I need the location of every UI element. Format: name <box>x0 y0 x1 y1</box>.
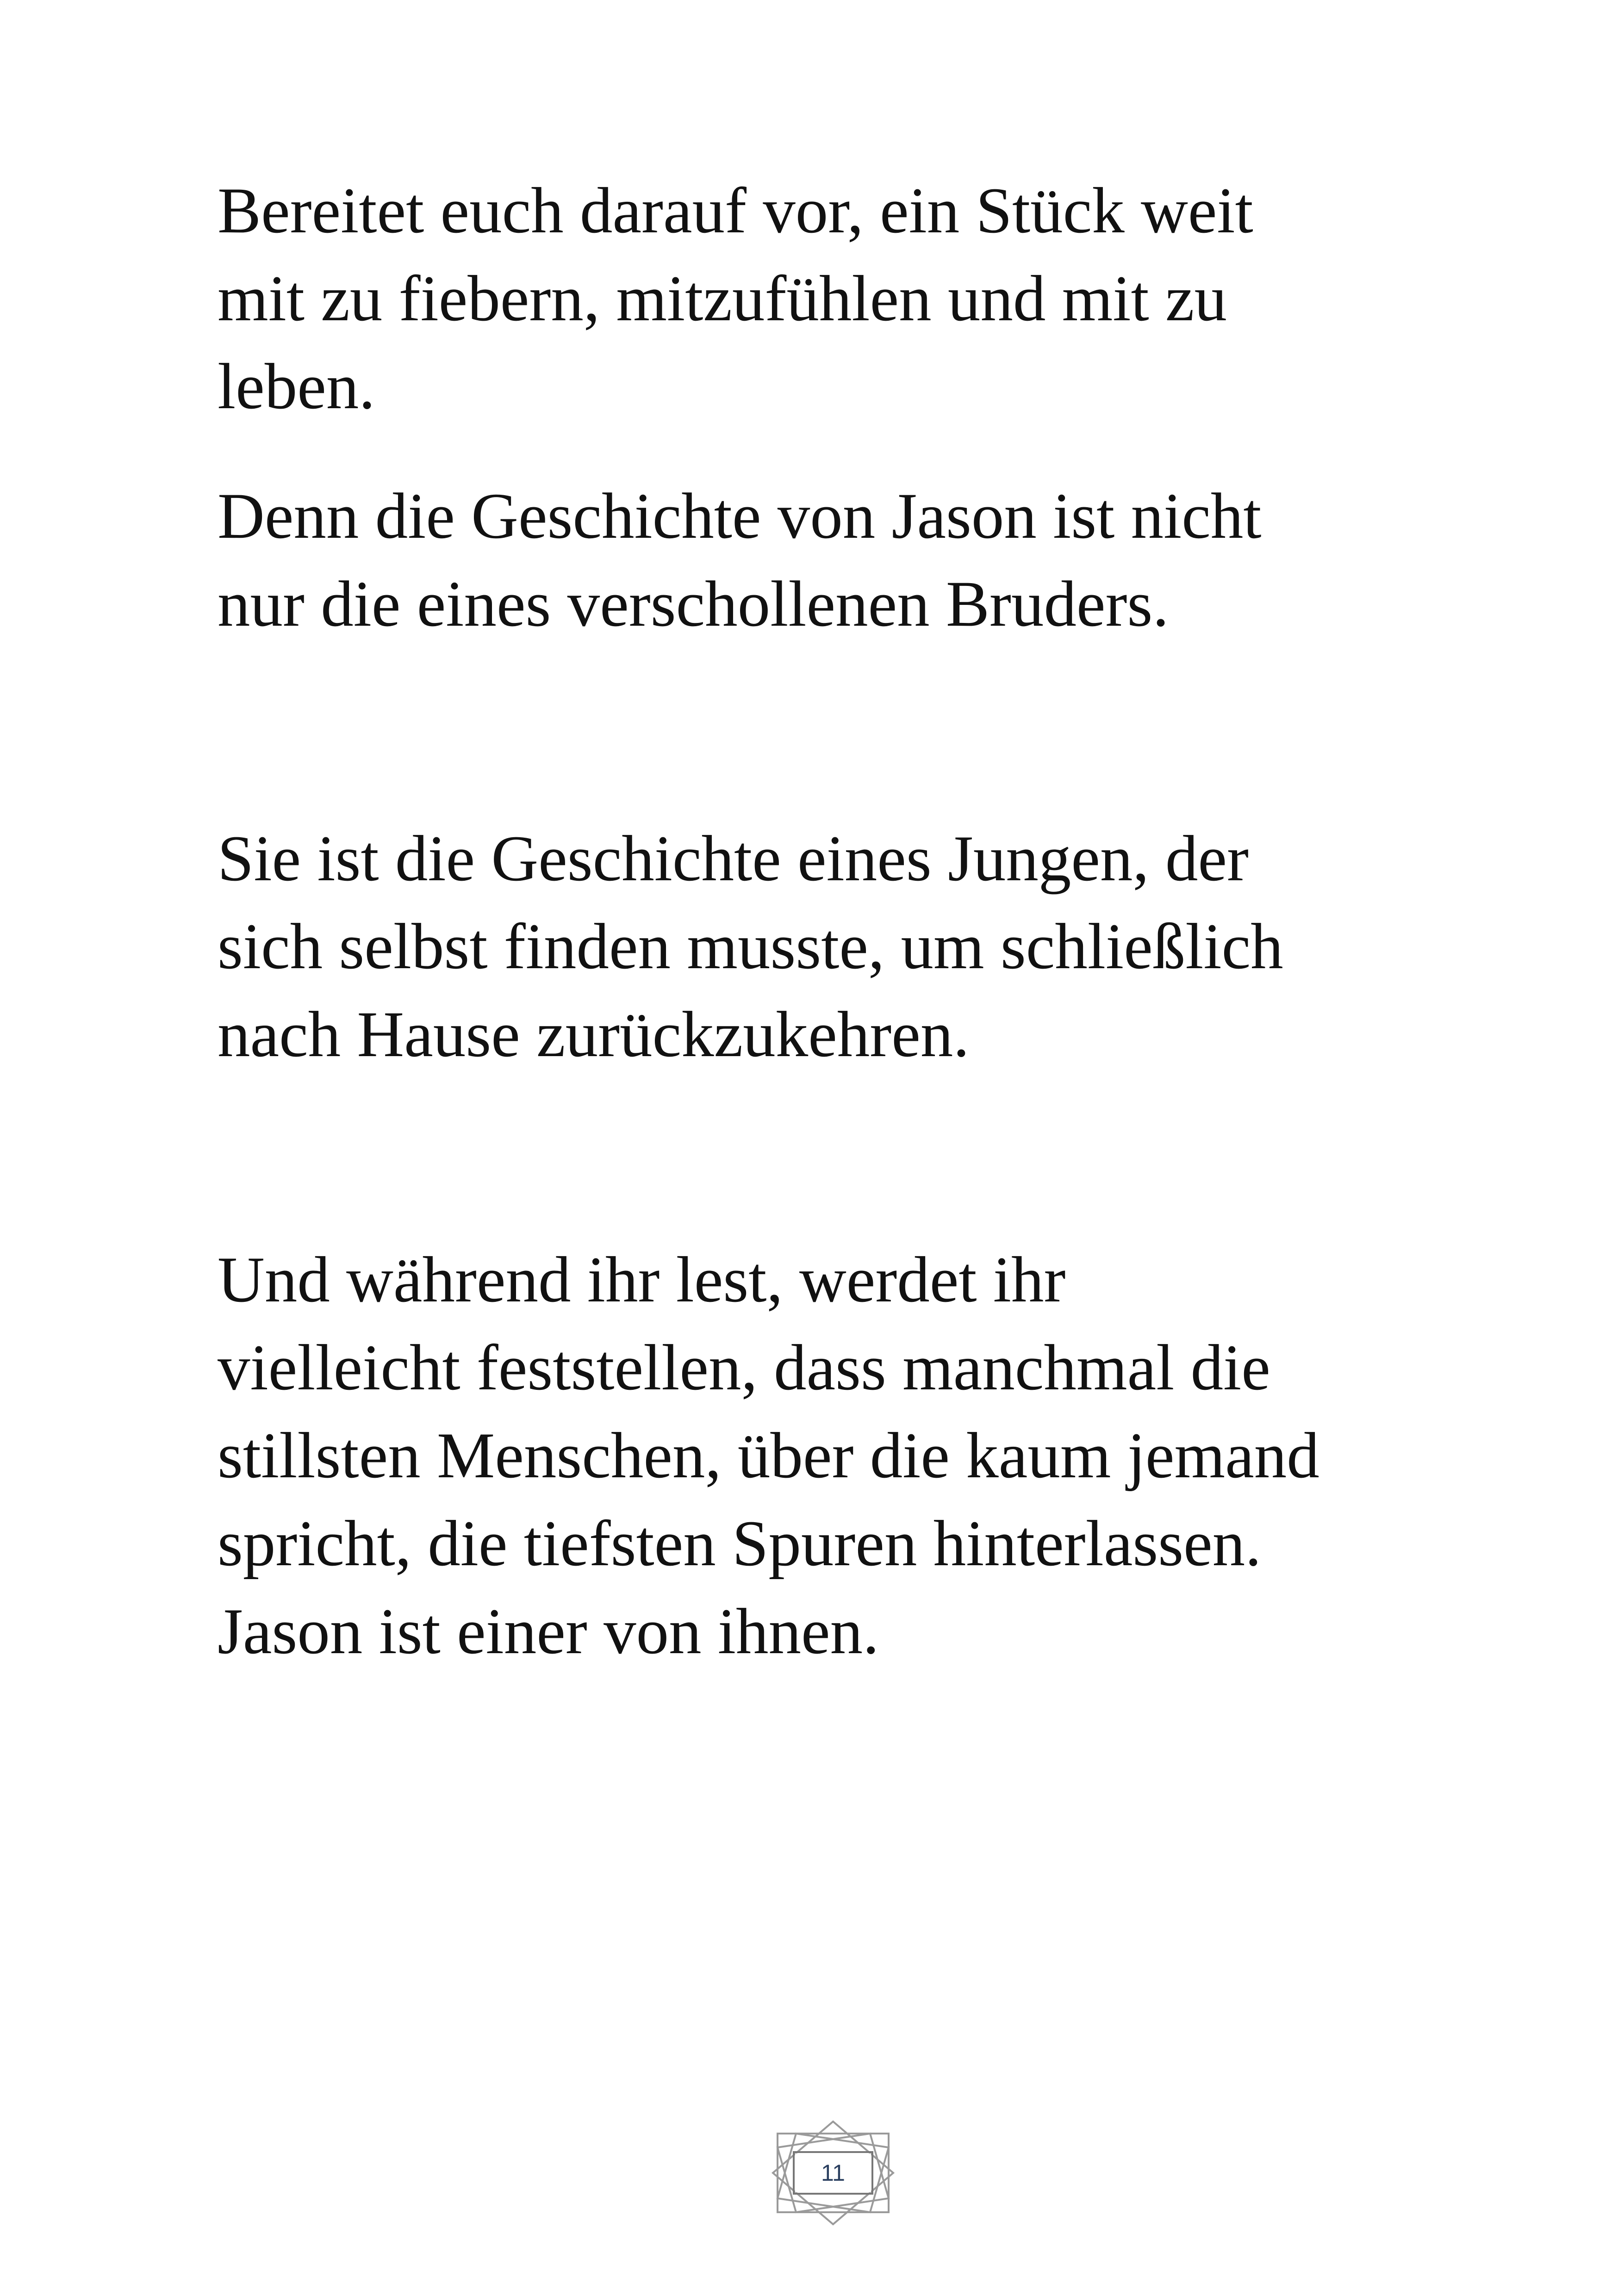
text-line: sich selbst finden musste, um schließlich <box>218 910 1283 983</box>
page-number-badge <box>768 2120 898 2226</box>
page-number: 11 <box>821 2160 845 2186</box>
paragraph-3 <box>218 815 1467 1078</box>
text-line: Jason ist einer von ihnen. <box>218 1595 879 1668</box>
text-line: leben. <box>218 350 375 423</box>
text-line: Denn die Geschichte von Jason ist nicht <box>218 480 1262 552</box>
text-line: mit zu fiebern, mitzufühlen und mit zu <box>218 262 1227 335</box>
paragraph-2 <box>218 472 1467 648</box>
paragraph-1 <box>218 167 1467 430</box>
text-line: Und während ihr lest, werdet ihr <box>218 1244 1066 1316</box>
text-line: vielleicht feststellen, dass manchmal die <box>218 1332 1270 1404</box>
text-line: stillsten Menschen, über die kaum jemand <box>218 1419 1319 1492</box>
text-line: Sie ist die Geschichte eines Jungen, der <box>218 822 1249 895</box>
paragraph-4 <box>218 1236 1467 1675</box>
text-line: nach Hause zurückzukehren. <box>218 998 970 1070</box>
text-line: spricht, die tiefsten Spuren hinterlassen. <box>218 1507 1262 1580</box>
text-line: Bereitet euch darauf vor, ein Stück weit <box>218 174 1253 247</box>
text-line: nur die eines verschollenen Bruders. <box>218 568 1169 640</box>
